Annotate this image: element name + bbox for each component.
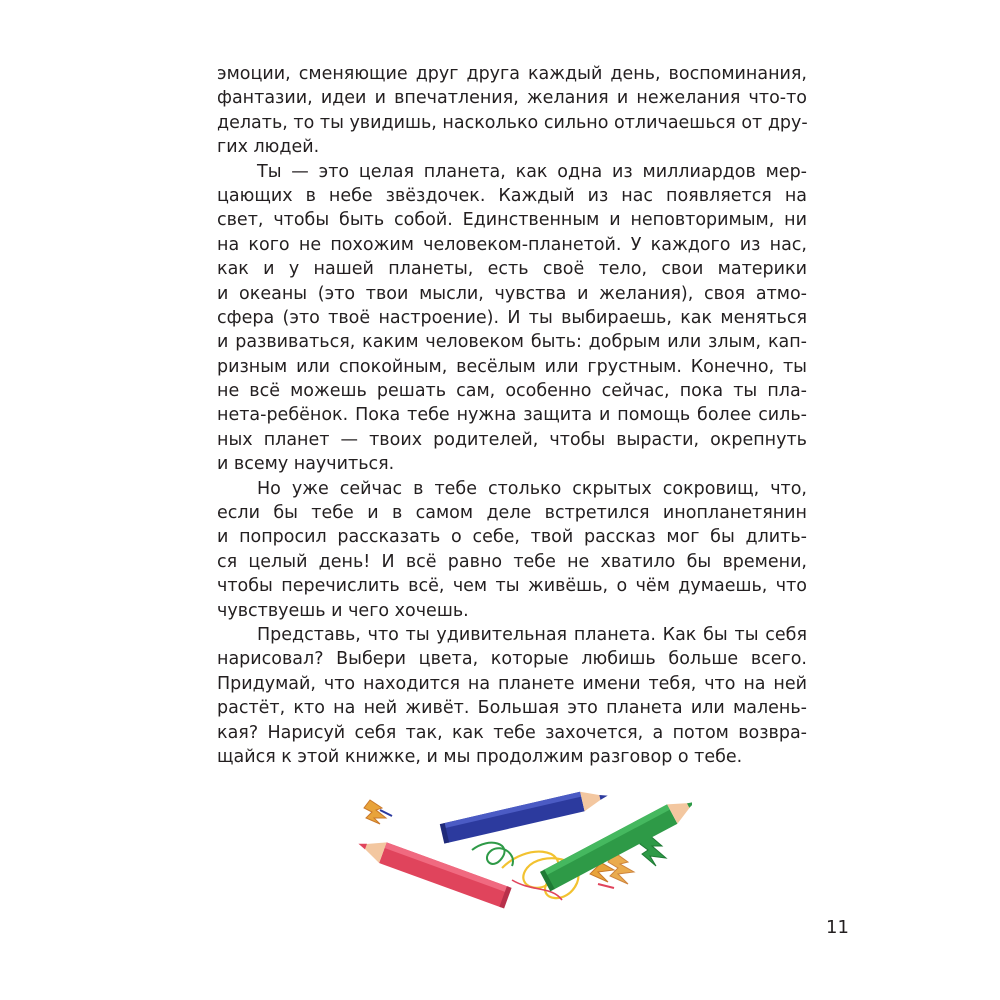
text-line: Представь, что ты удивительная планета. Как бы ты себя — [257, 624, 807, 645]
text-line: сфера (это твоё настроение). И ты выбираешь, как меняться — [217, 307, 807, 328]
text-line: кая? Нарисуй себя так, как тебе захочется, а потом возвра- — [217, 722, 807, 743]
text-line: на кого не похожим человеком-планетой. У каждого из нас, — [217, 234, 807, 255]
text-line: цающих в небе звёздочек. Каждый из нас появляется на — [217, 185, 807, 206]
text-line: как и у нашей планеты, есть своё тело, свои материки — [217, 259, 807, 280]
text-line: ся целый день! И всё равно тебе не хватило бы времени, — [217, 551, 807, 572]
text-line: и развиваться, каким человеком быть: добрым или злым, кап- — [217, 332, 807, 353]
red-pencil — [355, 833, 512, 908]
text-line: свет, чтобы быть собой. Единственным и неповторимым, ни — [217, 210, 807, 231]
text-line: ных планет — твоих родителей, чтобы вырасти, окрепнуть — [217, 429, 807, 450]
text-line: чтобы перечислить всё, чем ты живёшь, о чём думаешь, что — [217, 576, 807, 597]
text-line: гих людей. — [217, 137, 320, 158]
paragraph — [217, 623, 807, 769]
text-line: растёт, кто на ней живёт. Большая это планета или малень- — [217, 698, 807, 719]
text-line: Ты — это целая планета, как одна из миллиардов мер- — [257, 161, 807, 182]
paragraph — [217, 160, 807, 477]
body-text — [217, 62, 807, 769]
text-line: щайся к этой книжке, и мы продолжим разговор о тебе. — [217, 746, 743, 767]
paragraph — [217, 477, 807, 623]
text-line: нета-ребёнок. Пока тебе нужна защита и помощь более силь- — [217, 405, 807, 426]
page-number: 11 — [826, 917, 849, 938]
text-line: не всё можешь решать сам, особенно сейчас, пока ты пла- — [217, 381, 807, 402]
text-line: и океаны (это твои мысли, чувства и желания), своя атмо- — [217, 283, 807, 304]
text-line: Придумай, что находится на планете имени тебя, что на ней — [217, 673, 807, 694]
paragraph — [217, 62, 807, 160]
text-line: фантазии, идеи и впечатления, желания и нежелания что-то — [217, 88, 807, 109]
text-line: ризным или спокойным, весёлым или грустным. Конечно, ты — [217, 356, 807, 377]
pencil-shavings-left — [364, 800, 392, 824]
text-line: и всему научиться. — [217, 454, 395, 475]
colored-pencils-icon — [352, 788, 692, 918]
text-line: эмоции, сменяющие друг друга каждый день, воспоминания, — [217, 64, 807, 84]
text-line: если бы тебе и в самом деле встретился инопланетянин — [217, 503, 807, 524]
text-line: нарисовал? Выбери цвета, которые любишь больше всего. — [217, 649, 807, 670]
text-line: и попросил рассказать о себе, твой рассказ мог бы длить- — [217, 527, 807, 548]
text-line: чувствуешь и чего хочешь. — [217, 600, 469, 621]
text-line: делать, то ты увидишь, насколько сильно отличаешься от дру- — [217, 112, 808, 133]
blue-pencil — [440, 788, 610, 844]
text-line: Но уже сейчас в тебе столько скрытых сокровищ, что, — [257, 478, 807, 499]
